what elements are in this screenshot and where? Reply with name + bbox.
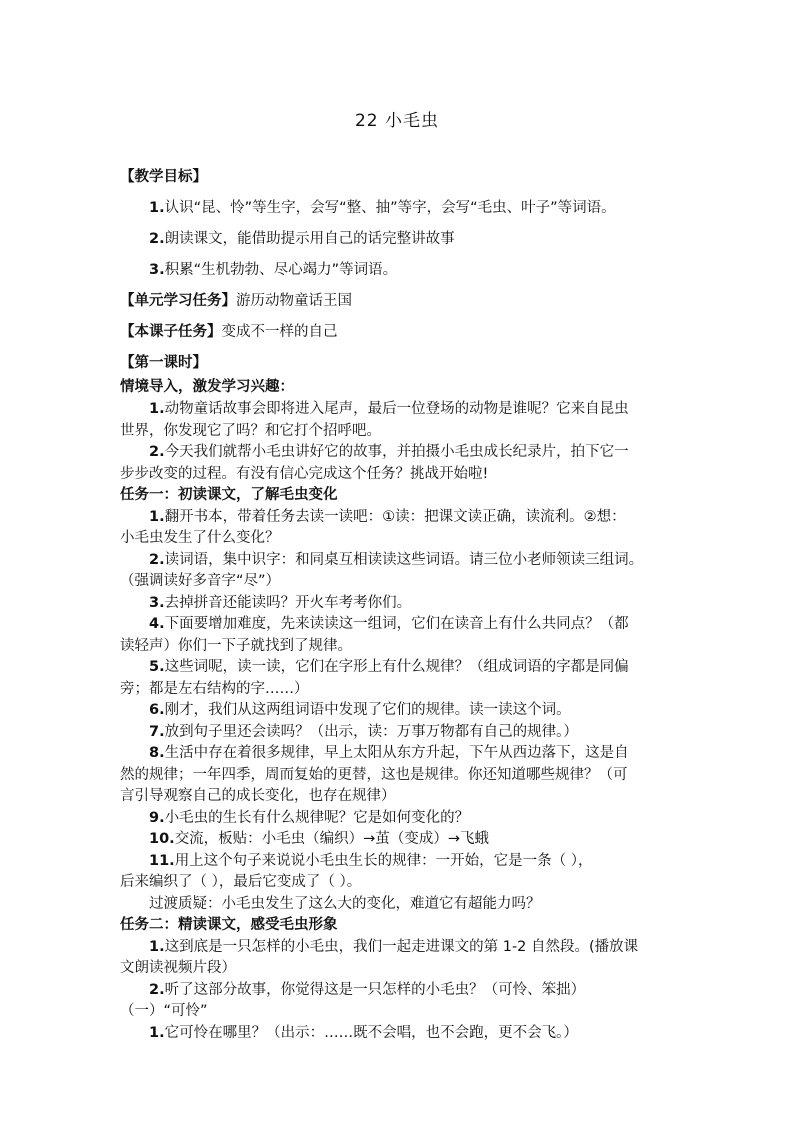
item-text: 生活中存在着很多规律，早上太阳从东方升起，下午从西边落下，这是自 [164,745,629,761]
item-text: 翻开书本，带着任务去读一读吧：①读：把课文读正确，读流利。②想： [164,509,626,525]
task2-item-1-line1 [149,936,709,958]
item-text: 下面要增加难度，先来读读这一组词，它们在读音上有什么共同点？（都 [164,616,629,632]
lesson-task-text: 变成不一样的自己 [221,324,338,340]
item-text: 小毛虫的生长有什么规律呢？它是如何变化的？ [164,810,470,826]
item-text: 用上这个句子来说说小毛虫生长的规律：一开始，它是一条（ ）， [174,853,593,869]
task1-transition: 过渡质疑：小毛虫发生了这么大的变化，难道它有超能力吗？ [149,896,541,912]
item-num: 7. [149,724,165,740]
item-text: 去掉拼音还能读吗？开火车考考你们。 [164,595,412,611]
task1-item-9 [149,807,709,829]
item-num: 10. [149,831,175,847]
item-num: 2. [149,982,165,998]
goal-item-1 [149,197,709,219]
item-text: 放到句子里还会读吗？（出示，读：万事万物都有自己的规律。） [164,724,578,740]
task2-item-2 [149,979,709,1001]
task2-sub-item-1 [149,1022,709,1044]
lesson-task [120,321,680,343]
lesson-task-label: 【本课子任务】 [120,324,222,340]
task1-item-11-line1 [149,850,709,872]
unit-task-text: 游历动物童话王国 [236,293,352,309]
item-text: 它可怜在哪里？（出示：……既不会唱，也不会跑，更不会飞。） [164,1025,578,1041]
task1-item-5-line2: 旁；都是左右结构的字……） [120,681,309,697]
item-num: 2. [149,552,165,568]
task1-item-8-line2: 然的规律；一年四季，周而复始的更替，这也是规律。你还知道哪些规律？（可 [120,767,628,783]
goal-text: 积累“生机勃勃、尽心竭力”等词语。 [164,262,398,278]
item-num: 5. [149,659,165,675]
task1-item-1-line1 [149,506,709,528]
goal-text: 认识“昆、怜”等生字，会写“整、抽”等字，会写“毛虫、叶子”等词语。 [164,200,616,216]
intro-heading: 情境导入，激发学习兴趣： [120,379,294,395]
goal-item-3 [149,259,709,281]
task1-item-3 [149,592,709,614]
item-num: 6. [149,702,165,718]
task2-item-1-line2: 文朗读视频片段） [120,960,236,976]
item-num: 8. [149,745,165,761]
goal-num: 3. [149,262,165,278]
task2-heading: 任务二：精读课文，感受毛虫形象 [120,917,338,933]
unit-task-label: 【单元学习任务】 [120,293,236,309]
task2-sub-heading: （一）“可怜” [120,1003,208,1019]
item-num: 3. [149,595,165,611]
task1-item-8-line1 [149,742,709,764]
item-num: 11. [149,853,175,869]
item-num: 9. [149,810,165,826]
task1-item-5-line1 [149,656,709,678]
item-num: 1. [149,939,165,955]
task1-item-4-line1 [149,613,709,635]
item-text: 刚才，我们从这两组词语中发现了它们的规律。读一读这个词。 [164,702,571,718]
intro-p1-line2: 世界，你发现它了吗？和它打个招呼吧。 [120,423,381,439]
item-text: 读词语，集中识字：和同桌互相读读这些词语。请三位小老师领读三组词。 [164,552,644,568]
unit-task [120,290,680,312]
task1-item-2-line2: （强调读好多音字“尽”） [120,573,281,589]
task1-item-1-line2: 小毛虫发生了什么变化？ [120,530,280,546]
task1-item-8-line3: 言引导观察自己的成长变化，也存在规律） [120,788,396,804]
item-num: 1. [149,401,165,417]
task1-item-10 [149,828,709,850]
task1-item-7 [149,721,709,743]
task1-item-2-line1 [149,549,709,571]
item-text: 听了这部分故事，你觉得这是一只怎样的小毛虫？（可怜、笨拙） [164,982,586,998]
lesson-title: 22 小毛虫 [354,111,440,131]
intro-p2-line2: 步步改变的过程。有没有信心完成这个任务？挑战开始啦! [120,466,489,482]
task1-heading: 任务一：初读课文，了解毛虫变化 [120,487,338,503]
task1-item-6 [149,699,709,721]
task1-item-4-line2: 读轻声）你们一下子就找到了规律。 [120,638,352,654]
item-num: 1. [149,509,165,525]
period-heading: 【第一课时】 [120,355,207,371]
intro-p2-line1 [149,441,709,463]
goal-item-2 [149,228,709,250]
intro-p1-line1 [149,398,709,420]
goal-num: 2. [149,231,165,247]
item-text: 交流，板贴：小毛虫（编织）→茧（变成）→飞蛾 [174,831,489,847]
task1-item-11-line2: 后来编织了（ ），最后它变成了（ ）。 [120,874,362,890]
goals-heading: 【教学目标】 [120,169,207,185]
goal-num: 1. [149,200,165,216]
item-text: 今天我们就帮小毛虫讲好它的故事，并拍摄小毛虫成长纪录片，拍下它一 [164,444,629,460]
item-text: 动物童话故事会即将进入尾声，最后一位登场的动物是谁呢？它来自昆虫 [164,401,629,417]
item-num: 4. [149,616,165,632]
item-num: 2. [149,444,165,460]
item-num: 1. [149,1025,165,1041]
goal-text: 朗读课文，能借助提示用自己的话完整讲故事 [164,231,455,247]
item-text: 这到底是一只怎样的小毛虫，我们一起走进课文的第 1-2 自然段。(播放课 [164,939,639,955]
item-text: 这些词呢，读一读，它们在字形上有什么规律？（组成词语的字都是同偏 [164,659,629,675]
